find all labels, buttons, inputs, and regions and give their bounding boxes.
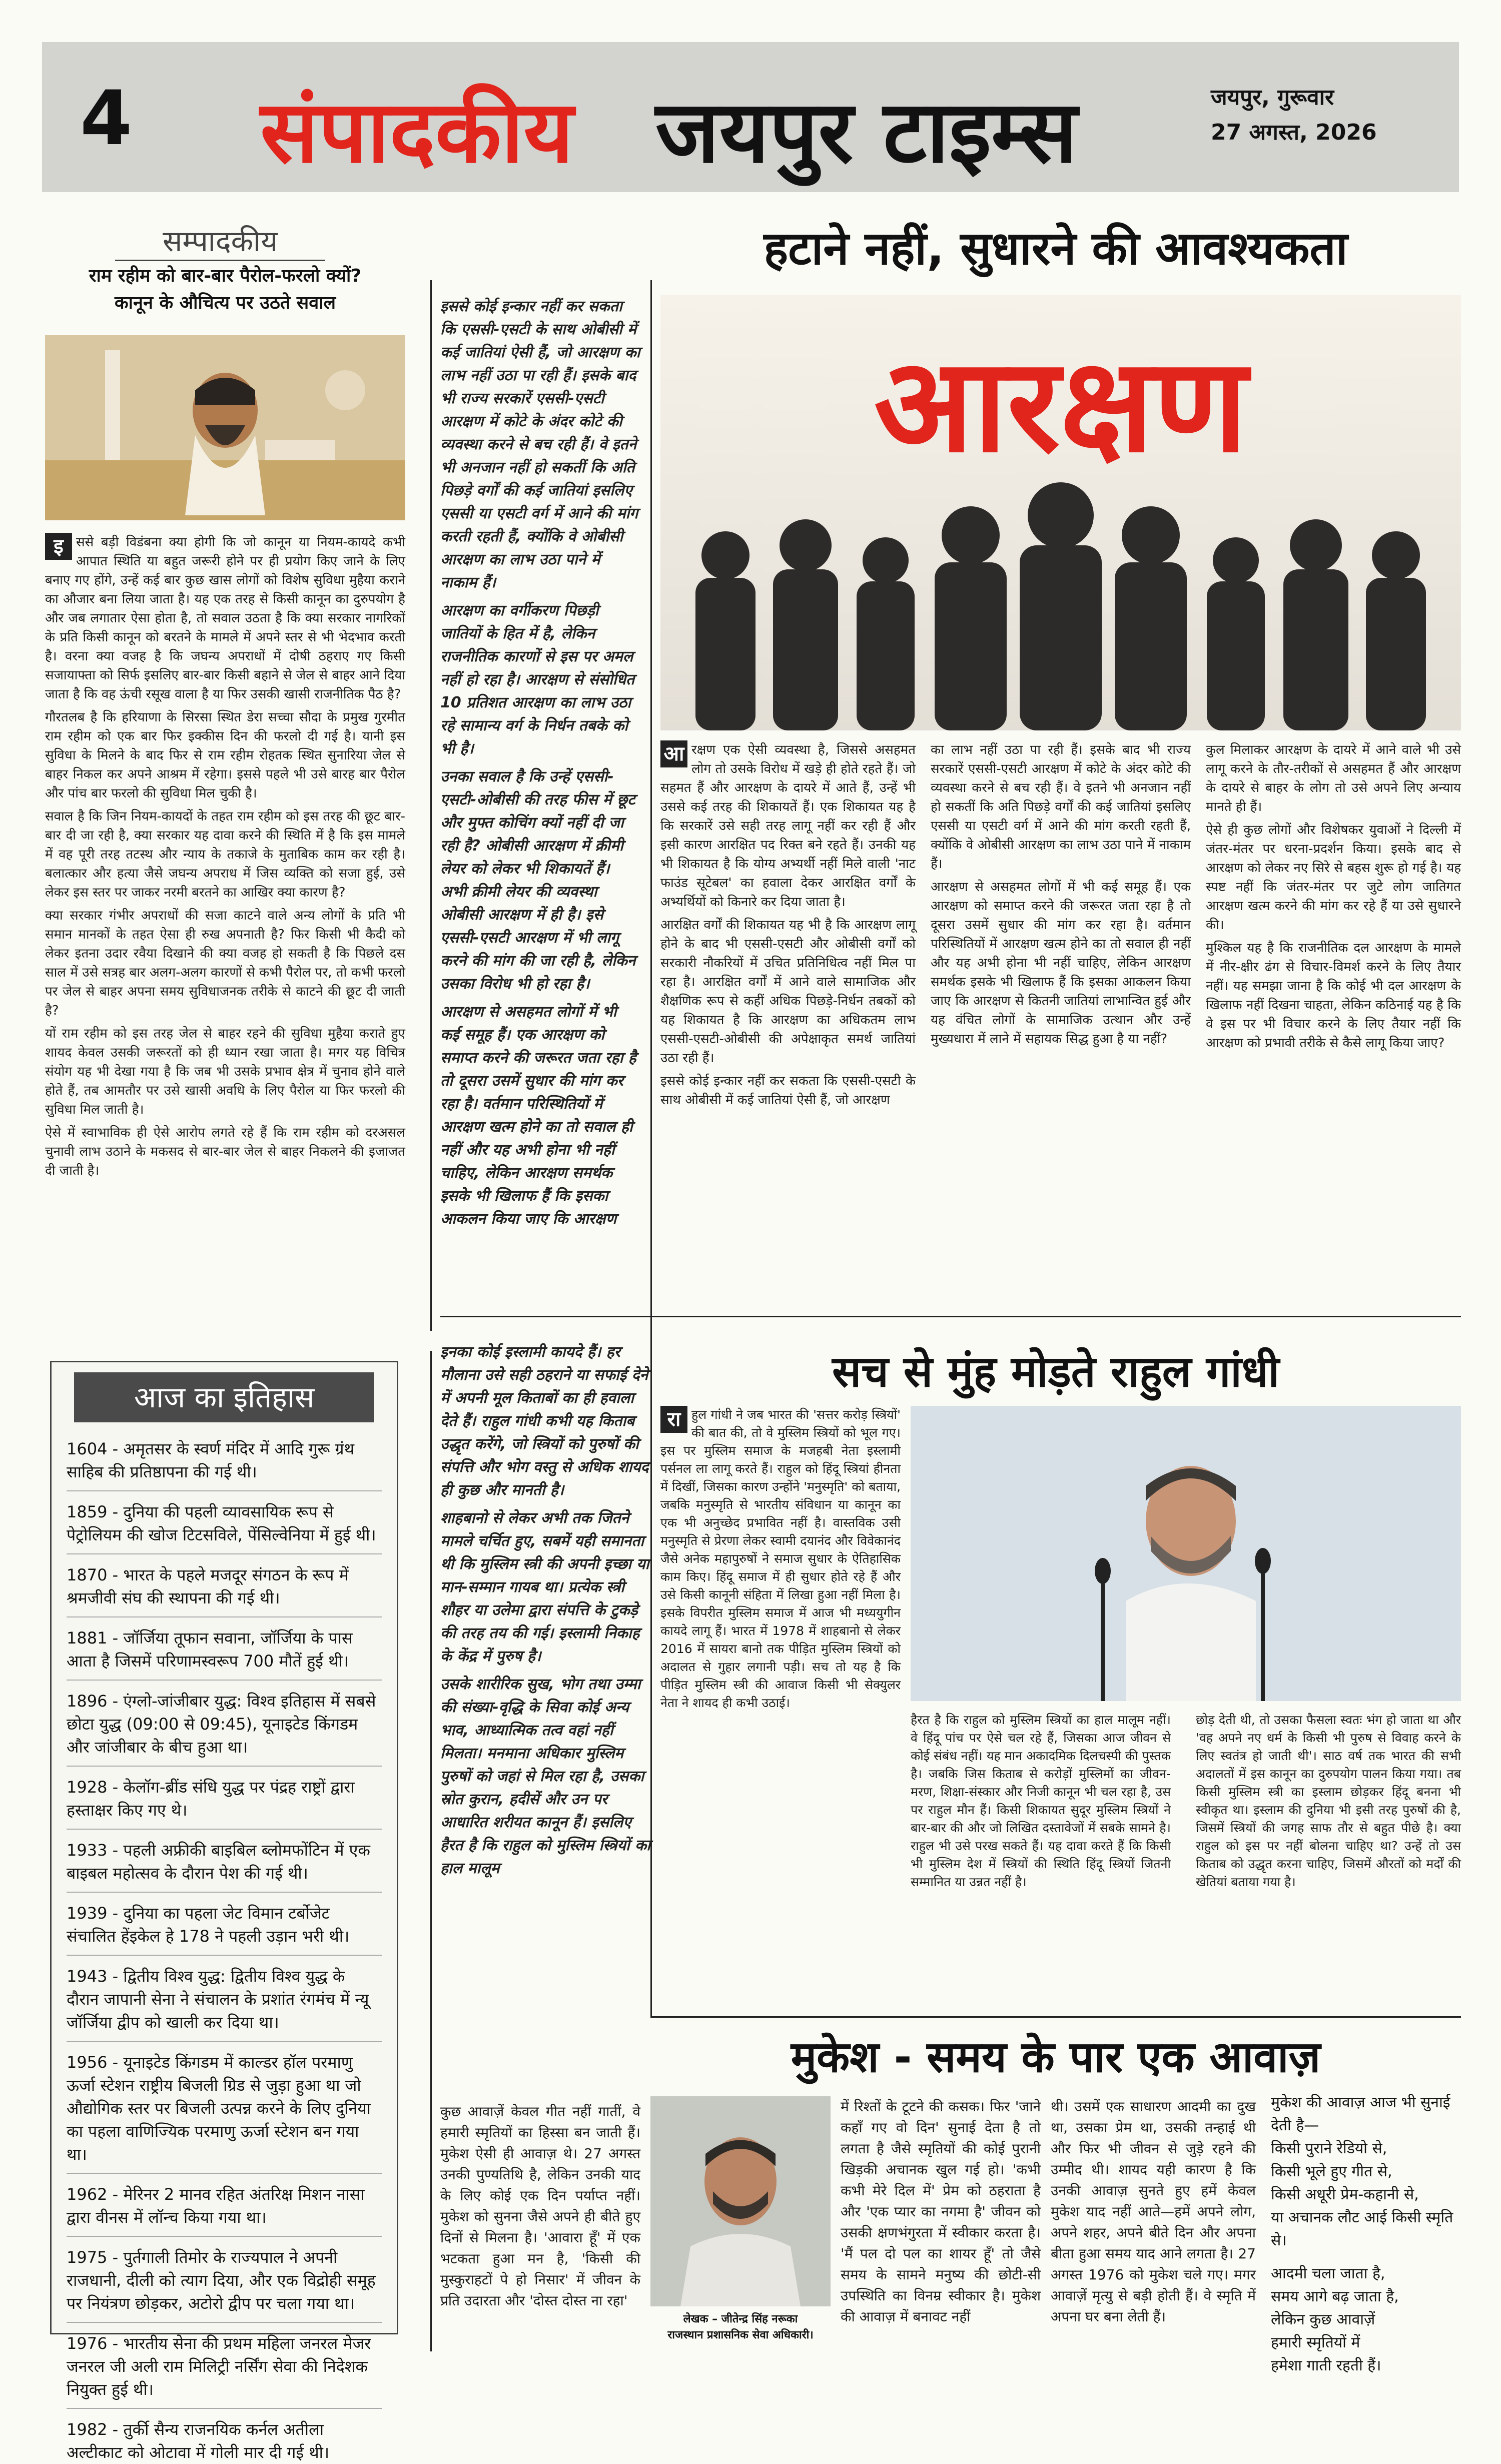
date: 27 अगस्त, 2026 <box>1211 120 1377 145</box>
history-item: 1956 - यूनाइटेड किंगडम में काल्डर हॉल परमाणु ऊर्जा स्टेशन राष्ट्रीय बिजली ग्रिड से जुड़ा हुआ था जो औद्योगिक स्तर पर बिजली उत्पन्न करने के लिए दुनिया का पहला वाणिज्यिक परमाणु ऊर्जा स्टेशन बन गया था। <box>67 2051 382 2174</box>
poem-line: आदमी चला जाता है, <box>1271 2265 1385 2282</box>
author-caption <box>650 2311 831 2343</box>
poem-line: मुकेश की आवाज़ आज भी सुनाई देती है— <box>1271 2094 1450 2134</box>
reservation-headline: हटाने नहीं, सुधारने की आवश्यकता <box>764 222 1348 275</box>
reservation-col2 <box>931 740 1191 1053</box>
mukesh-col1: कुछ आवाज़ें केवल गीत नहीं गातीं, वे हमारी स्मृतियों का हिस्सा बन जाती हैं। मुकेश ऐसी ही आवाज़ थे। 27 अगस्त उनकी पुण्यतिथि है, लेकिन उनकी याद के लिए कोई एक दिन पर्याप्त नहीं। मुकेश को सुनना जैसे अपने ही बीते हुए दिनों से मिलना है। 'आवारा हूँ' में एक भटकता हुआ मन है, 'किसी की मुस्कुराहटों पे हो निसार' में जीवन के प्रति उदारता और 'दोस्त दोस्त ना रहा' <box>440 2103 640 2309</box>
quote-para: आरक्षण का वर्गीकरण पिछड़ी जातियों के हित में है, लेकिन राजनीतिक कारणों से इस पर अमल नहीं हो रहा है। आरक्षण से संसोधित 10 प्रतिशत आरक्षण का लाभ उठा रहे सामान्य वर्ग के निर्धन तबके को भी है। <box>440 602 635 757</box>
column-divider <box>650 280 652 1331</box>
poem-line: हमेशा गाती रहती हैं। <box>1271 2357 1381 2374</box>
editorial-headline <box>45 263 405 317</box>
history-item: 1939 - दुनिया का पहला जेट विमान टर्बोजेट संचालित हेंइकेल हे 178 ने पहली उड़ान भरी थी। <box>67 1902 382 1956</box>
editorial-headline-line2: कानून के औचित्य पर उठते सवाल <box>115 293 336 313</box>
editorial-para: गौरतलब है कि हरियाणा के सिरसा स्थित डेरा सच्चा सौदा के प्रमुख गुरमीत राम रहीम को एक बार फिर इक्कीस दिन की फरलो दी गई है। यानी इस सुविधा के मिलने के बाद फिर से राम रहीम रोहतक स्थित सुनारिया जेल से बाहर निकल कर अपने आश्रम में रहेगा। इससे पहले भी उसे बारह बार पैरोल और पांच बार फरलो की सुविधा मिल चुकी है। <box>45 710 405 801</box>
mukesh-poem <box>1271 2091 1461 2377</box>
poem-line: किसी पुराने रेडियो से, <box>1271 2140 1387 2157</box>
quote-box-2 <box>440 1341 650 1885</box>
reservation-para: इससे कोई इन्कार नहीं कर सकता कि एससी-एसटी के साथ ओबीसी में कई जातियां ऐसी हैं, जो आरक्षण <box>660 1074 916 1108</box>
rahul-col1 <box>660 1406 901 1712</box>
rahul-col1-text: हुल गांधी ने जब भारत की 'सत्तर करोड़ स्त्रियों' की बात की, तो वे मुस्लिम स्त्रियों को भूल गए। इस पर मुस्लिम समाज के मजहबी नेता इस्लामी पर्सनल ला लागू करते हैं। राहुल को हिंदू स्त्रियां हीनता में दिखीं, जिसका कारण उन्होंने 'मनुस्मृति' को बताया, जबकि मनुस्मृति से भारतीय संविधान या कानून का एक भी अनुच्छेद प्रभावित नहीं है। वास्तविक उसी मनुस्मृति से प्रेरणा लेकर स्वामी दयानंद और विवेकानंद जैसे अनेक महापुरुषों ने समाज सुधार के ऐतिहासिक काम किए। हिंदू समाज में ही सुधार होते रहे हैं और उसे किसी कानूनी संहिता में लिखा हुआ नहीं मिला है। इसके विपरीत मुस्लिम समाज में आज भी मध्ययुगीन कायदे लागू हैं। भारत में 1978 में शाहबानो से लेकर 2016 में सायरा बानो तक पीड़ित मुस्लिम स्त्रियों को अदालत से गुहार लगानी पड़ी। सच तो यह है कि पीड़ित मुस्लिम स्त्री की आवाज किसी भी सेक्युलर नेता ने शायद ही कभी उठाई। <box>660 1407 901 1710</box>
editorial-para: ससे बड़ी विडंबना क्या होगी कि जो कानून या नियम-कायदे कभी आपात स्थिति या बहुत जरूरी होने पर ही प्रयोग किए जाने के लिए बनाए गए होंगे, उन्हें कई बार कुछ खास लोगों को विशेष सुविधा मुहैया कराने का औजार बना लिया जाता है। यह एक तरह से किसी कानून का दुरुपयोग है और जब लगातार ऐसा होता है, तो सवाल उठता है कि क्या सरकार नागरिकों के प्रति किसी कानून को बरतने के मामले में अपने स्तर से भी भेदभाव करती है। वरना क्या वजह है कि जघन्य अपराधों में दोषी ठहराए गए किसी सजायाफ्ता को सिर्फ इसलिए बार-बार किसी बहाने से जेल से बाहर आने दिया जाता है कि वह ऊंची रसूख वाला है या फिर उसकी खासी राजनीतिक पैठ है? <box>45 535 405 702</box>
rahul-dropcap: रा <box>660 1406 687 1433</box>
reservation-dropcap: आ <box>660 740 687 767</box>
history-item: 1928 - केलॉग-ब्रींड संधि युद्ध पर पंद्रह राष्ट्रों द्वारा हस्ताक्षर किए गए थे। <box>67 1776 382 1830</box>
poem-line: हमारी स्मृतियों में <box>1271 2334 1360 2351</box>
rahul-headline: सच से मुंह मोड़ते राहुल गांधी <box>832 1347 1279 1397</box>
history-item: 1975 - पुर्तगाली तिमोर के राज्यपाल ने अपनी राजधानी, दीली को त्याग दिया, और एक विद्रोही समूह पर नियंत्रण छोड़कर, अटोरो द्वीप पर चला गया था। <box>67 2246 382 2323</box>
editorial-body <box>45 533 405 1184</box>
masthead-title-red: संपादकीय <box>260 82 574 182</box>
column-divider <box>650 1331 652 2016</box>
section-divider <box>440 1316 1461 1317</box>
history-item: 1962 - मेरिनर 2 मानव रहित अंतरिक्ष मिशन नासा द्वारा वीनस में लॉन्च किया गया था। <box>67 2183 382 2237</box>
quote-para: इनका कोई इस्लामी कायदे हैं। हर मौलाना उसे सही ठहराने या सफाई देने में अपनी मूल किताबों का ही हवाला देते हैं। राहुल गांधी कभी यह किताब उद्धृत करेंगे, जो स्त्रियों को पुरुषों की संपत्ति और भोग वस्तु से अधिक शायद ही कुछ और मानती है। <box>440 1343 649 1499</box>
author-illustration <box>650 2096 831 2306</box>
history-item: 1943 - द्वितीय विश्व युद्ध: द्वितीय विश्व युद्ध के दौरान जापानी सेना ने संचालन के प्रशांत रंगमंच में न्यू जॉर्जिया द्वीप को खाली कर दिया था। <box>67 1965 382 2042</box>
rahul-col2: हैरत है कि राहुल को मुस्लिम स्त्रियों का हाल मालूम नहीं। वे हिंदू पांच पर ऐसे चल रहे हैं, जिसका आज जीवन से कोई संबंध नहीं। यह मान अकादमिक दिलचस्पी की पुस्तक है। जबकि जिस किताब से करोड़ों मुस्लिमों का जीवन-मरण, शिक्षा-संस्कार और निजी कानून भी चल रहा है, उस पर राहुल मौन हैं। किसी शिकायत सुदूर मुस्लिम स्त्रियों ने बार-बार की और जो लिखित दस्तावेजों में सबके सामने है। राहुल भी उसे परख सकते हैं। यह दावा करते हैं कि किसी भी मुस्लिम देश में स्त्रियों की स्थिति हिंदू स्त्रियों जितनी सम्मानित या उन्नत नहीं है। <box>911 1713 1171 1889</box>
editorial-headline-line1: राम रहीम को बार-बार पैरोल-फरलो क्यों? <box>89 266 362 286</box>
reservation-para: ऐसे ही कुछ लोगों और विशेषकर युवाओं ने दिल्ली में जंतर-मंतर पर धरना-प्रदर्शन किया। इसके बाद से आरक्षण को लेकर नए सिरे से बहस शुरू हो गई है। यह स्पष्ट नहीं कि जंतर-मंतर पर जुटे लोग जातिगत आरक्षण खत्म करने की मांग कर रहे हैं या उसे सुधारने की। <box>1206 823 1461 933</box>
poem-line: किसी अधूरी प्रेम-कहानी से, <box>1271 2186 1419 2203</box>
quote-box-1 <box>440 295 640 1236</box>
masthead-date <box>1211 80 1377 150</box>
reservation-para: आरक्षण से असहमत लोगों में भी कई समूह हैं। एक आरक्षण को समाप्त करने की जरूरत जता रहा है तो दूसरा उसमें सुधार की मांग कर रहा है। वर्तमान परिस्थितियों में आरक्षण खत्म होने का तो सवाल ही नहीं और यह अभी होना भी नहीं चाहिए, लेकिन आरक्षण समर्थक इसके भी खिलाफ हैं कि इसका आकलन किया जाए कि आरक्षण से कितनी जातियां लाभान्वित हुई और यह वंचित लोगों के सामाजिक उत्थान और उन्हें मुख्यधारा में लाने में सहायक सिद्ध हुआ है या नहीं? <box>931 880 1191 1047</box>
rahul-photo <box>911 1406 1461 1701</box>
mukesh-headline: मुकेश - समय के पार एक आवाज़ <box>791 2032 1321 2082</box>
history-item: 1604 - अमृतसर के स्वर्ण मंदिर में आदि गुरू ग्रंथ साहिब की प्रतिष्ठापना की गई थी। <box>67 1437 382 1491</box>
history-list <box>52 1437 397 2464</box>
editorial-label: सम्पादकीय <box>115 220 325 261</box>
mukesh-col3: थी। उसमें एक साधारण आदमी का दुख था, उसका प्रेम था, उसकी तन्हाई थी और फिर भी जीवन से जुड़े रहने की उम्मीद थी। शायद यही कारण है कि उनकी आवाज़ सुनते हुए हमें केवल मुकेश याद नहीं आते—हमें अपने लोग, अपने शहर, अपने बीते दिन और अपना बीता हुआ समय याद आने लगता है। 27 अगस्त 1976 को मुकेश चले गए। मगर आवाज़ें मृत्यु से बड़ी होती हैं। वे स्मृति में अपना घर बना लेती हैं। <box>1051 2098 1256 2325</box>
reservation-para: रक्षण एक ऐसी व्यवस्था है, जिससे असहमत लोग तो उसके विरोध में खड़े ही होते रहते हैं। जो सहमत हैं और आरक्षण के दायरे में आते हैं, उन्हें भी उससे कई तरह की शिकायतें हैं। एक शिकायत यह है कि सरकारें उसे सही तरह लागू नहीं कर रही हैं और इसी कारण आरक्षित पद रिक्त बने रहते हैं। उनकी यह भी शिकायत है कि योग्य अभ्यर्थी नहीं मिले वाली 'नाट फाउंड सूटेबल' का हवाला देकर आरक्षित वर्गों के अभ्यर्थियों को किनारे कर दिया जाता है। <box>660 742 916 910</box>
ram-rahim-illustration <box>45 335 405 520</box>
history-item: 1982 - तुर्की सैन्य राजनयिक कर्नल अतीला अल्टीकाट को ओटावा में गोली मार दी गई थी। <box>67 2420 330 2462</box>
history-item: 1859 - दुनिया की पहली व्यावसायिक रूप से पेट्रोलियम की खोज टिटसविले, पेंसिल्वेनिया में हुई थी। <box>67 1500 382 1554</box>
history-item: 1933 - पहली अफ्रीकी बाइबिल ब्लोमफोंटिन में एक बाइबल महोत्सव के दौरान पेश की गई थी। <box>67 1839 382 1893</box>
history-item: 1976 - भारतीय सेना की प्रथम महिला जनरल मेजर जनरल जी अली राम मिलिट्री नर्सिंग सेवा की निदेशक नियुक्त हुई थी। <box>67 2332 382 2409</box>
quote-para: उनका सवाल है कि उन्हें एससी-एसटी-ओबीसी की तरह फीस में छूट और मुफ्त कोचिंग क्यों नहीं दी जा रही है? ओबीसी आरक्षण में क्रीमी लेयर को लेकर भी शिकायतें हैं। अभी क्रीमी लेयर की व्यवस्था ओबीसी आरक्षण में ही है। इसे एससी-एसटी आरक्षण में भी लागू करने की मांग की जा रही है, लेकिन उसका विरोध भी हो रहा है। <box>440 768 636 993</box>
column-divider <box>430 1351 432 2351</box>
column-divider <box>430 280 432 1331</box>
poem-line: समय आगे बढ़ जाता है, <box>1271 2288 1399 2305</box>
history-title: आज का इतिहास <box>74 1372 374 1422</box>
quote-para: शाहबानो से लेकर अभी तक जितने मामले चर्चित हुए, सबमें यही समानता थी कि मुस्लिम स्त्री की अपनी इच्छा या मान-सम्मान गायब था। प्रत्येक स्त्री शौहर या उलेमा द्वारा संपत्ति के टुकड़े की तरह तय की गई। इस्लामी निकाह के केंद्र में पुरुष है। <box>440 1509 649 1665</box>
reservation-para: मुश्किल यह है कि राजनीतिक दल आरक्षण के मामले में नीर-क्षीर ढंग से विचार-विमर्श करने के लिए तैयार नहीं। यह समझा जाना है कि कोई भी दल आरक्षण के खिलाफ नहीं दिखना चाहता, लेकिन कठिनाई यह है कि वे इस पर भी विचार करने के लिए तैयार नहीं कि आरक्षण को प्रभावी तरीके से कैसे लागू किया जाए? <box>1206 941 1461 1051</box>
author-photo <box>650 2096 831 2306</box>
masthead-title-black: जयपुर टाइम्स <box>655 82 1078 182</box>
history-item: 1870 - भारत के पहले मजदूर संगठन के रूप में श्रमजीवी संघ की स्थापना की गई थी। <box>67 1563 382 1617</box>
reservation-image-word: आरक्षण <box>874 330 1248 481</box>
author-designation: राजस्थान प्रशासनिक सेवा अधिकारी। <box>667 2329 814 2341</box>
poem-line: या अचानक लौट आई किसी स्मृति से। <box>1271 2209 1453 2249</box>
section-divider <box>650 2016 1461 2018</box>
author-name: लेखक – जीतेन्द्र सिंह नरूका <box>683 2313 798 2325</box>
quote-para: उसके शारीरिक सुख, भोग तथा उम्मा की संख्या-वृद्धि के सिवा कोई अन्य भाव, आध्यात्मिक तत्व वहां नहीं मिलता। मनमाना अधिकार मुस्लिम पुरुषों को जहां से मिल रहा है, उसका स्रोत कुरान, हदीसें और उन पर आधारित शरीयत कानून हैं। इसलिए हैरत है कि राहुल को मुस्लिम स्त्रियों का हाल मालूम <box>440 1676 650 1877</box>
mukesh-col2: में रिश्तों के टूटने की कसक। फिर 'जाने कहाँ गए वो दिन' सुनाई देता है तो लगता है जैसे स्मृतियों की कोई पुरानी खिड़की अचानक खुल गई हो। 'कभी कभी मेरे दिल में' प्रेम को ठहराता है और 'एक प्यार का नगमा है' जीवन को उसकी क्षणभंगुरता में स्वीकार करता है। 'मैं पल दो पल का शायर हूँ' तो जैसे समय के सामने मनुष्य की छोटी-सी उपस्थिति का विनम्र स्वीकार है। मुकेश की आवाज़ में बनावट नहीं <box>841 2098 1041 2325</box>
page-number: 4 <box>80 75 133 162</box>
history-item: 1881 - जॉर्जिया तूफान सवाना, जॉर्जिया के पास आता है जिसमें परिणामस्वरूप 700 मौतें हुई थी। <box>67 1626 382 1681</box>
reservation-image <box>660 295 1461 730</box>
history-item: 1896 - एंग्लो-जांजीबार युद्ध: विश्व इतिहास में सबसे छोटा युद्ध (09:00 से 09:45), यूनाइटेड किंगडम और जांजीबार के बीच हुआ था। <box>67 1690 382 1767</box>
editorial-dropcap: इ <box>45 533 72 560</box>
quote-para: आरक्षण से असहमत लोगों में भी कई समूह हैं। एक आरक्षण को समाप्त करने की जरूरत जता रहा है तो दूसरा उसमें सुधार की मांग कर रहा है। वर्तमान परिस्थितियों में आरक्षण खत्म होने का तो सवाल ही नहीं और यह अभी होना भी नहीं चाहिए, लेकिन आरक्षण समर्थक इसके भी खिलाफ हैं कि इसका आकलन किया जाए कि आरक्षण <box>440 1003 636 1228</box>
reservation-para: आरक्षित वर्गों की शिकायत यह भी है कि आरक्षण लागू होने के बाद भी एससी-एसटी और ओबीसी वर्गों को सरकारी नौकरियों में उचित प्रतिनिधित्व नहीं मिल पा रहा है। आरक्षित वर्गों में आने वाले सामाजिक और शैक्षणिक रूप से कहीं अधिक पिछड़े-निर्धन तबकों को यह शिकायत है कि आरक्षण का अधिकतम लाभ एससी-एसटी-ओबीसी की अपेक्षाकृत समर्थ जातियां उठा रही हैं। <box>660 918 916 1066</box>
editorial-para: सवाल है कि जिन नियम-कायदों के तहत राम रहीम को इस तरह की छूट बार-बार दी जा रही है, क्या सरकार यह दावा करने की स्थिति में है कि इस मामले में वह पूरी तरह तटस्थ और न्याय के तकाजे के मुताबिक काम कर रही है। बलात्कार और हत्या जैसे जघन्य अपराध में जिस व्यक्ति को सजा हुई, उसे लेकर इस स्तर पर जाकर नरमी बरतने का आखिर क्या कारण है? <box>45 809 405 900</box>
city-day: जयपुर, गुरूवार <box>1211 85 1334 110</box>
reservation-para: का लाभ नहीं उठा पा रही हैं। इसके बाद भी राज्य सरकारें एससी-एसटी आरक्षण में कोटे के अंदर कोटे की व्यवस्था करने से बच रही हैं। वे इतने भी अनजान नहीं हो सकतीं कि अति पिछड़े वर्गों की कई जातियां इसलिए एससी या एसटी वर्ग में आने की मांग करती रहती हैं, क्योंकि वे ओबीसी आरक्षण का लाभ उठा पाने में नाकाम हैं। <box>931 742 1191 872</box>
reservation-illustration <box>660 295 1461 730</box>
reservation-col3 <box>1206 740 1461 1057</box>
reservation-para: कुल मिलाकर आरक्षण के दायरे में आने वाले भी उसे लागू करने के तौर-तरीकों से असहमत हैं और आरक्षण के दायरे से बाहर के लोग तो उसे अपने लिए अन्याय मानते ही हैं। <box>1206 742 1461 814</box>
editorial-para: क्या सरकार गंभीर अपराधों की सजा काटने वाले अन्य लोगों के प्रति भी समान मानकों के तहत ऐसा ही रुख अपनाती है? फिर किसी भी कैदी को लेकर इतना उदार रवैया दिखाने की क्या वजह हो सकती है कि पिछले दस साल में उसे सत्रह बार अलग-अलग कारणों से कभी पैरोल पर, तो कभी फरलो पर जेल से बाहर अपना समय सुविधाजनक तरीके से काटने की छूट दी जाती है? <box>45 908 405 1018</box>
poem-line: किसी भूले हुए गीत से, <box>1271 2163 1392 2180</box>
ram-rahim-photo <box>45 335 405 520</box>
reservation-col1 <box>660 740 916 1114</box>
rahul-col3: छोड़ देती थी, तो उसका फैसला स्वतः भंग हो जाता था और 'वह अपने नए धर्म के किसी भी पुरुष से विवाह करने के लिए स्वतंत्र हो जाती थी'। साठ वर्ष तक भारत की सभी अदालतों में इस कानून का दुरुपयोग पालन किया गया। तब किसी मुस्लिम स्त्री का इस्लाम छोड़कर हिंदू बनना भी स्वीकृत था। इस्लाम की दुनिया भी इसी तरह पुरुषों की है, जिसमें स्त्रियों की जगह साफ तौर से बहुत पीछे है। क्या राहुल को इस पर नहीं बोलना चाहिए था? उन्हें तो उस किताब को उद्धृत करना चाहिए, जिसमें औरतों को मर्दों की खेतियां बताया गया है। <box>1196 1713 1461 1889</box>
editorial-para: ऐसे में स्वाभाविक ही ऐसे आरोप लगते रहे हैं कि राम रहीम को दरअसल चुनावी लाभ उठाने के मकसद से बार-बार जेल से बाहर निकलने की इजाजत दी जाती है। <box>45 1125 405 1178</box>
editorial-para: यों राम रहीम को इस तरह जेल से बाहर रहने की सुविधा मुहैया कराते हुए शायद केवल उसकी जरूरतों को ही ध्यान रखा जाता है। मगर यह विचित्र संयोग यह भी देखा गया है कि जब भी उसके प्रभाव क्षेत्र में चुनाव होने वाले होते हैं, तब आमतौर पर उसे खासी अवधि के लिए पैरोल या फिर फरलो की सुविधा मिल जाती है। <box>45 1026 405 1117</box>
poem-line: लेकिन कुछ आवाज़ें <box>1271 2311 1375 2328</box>
history-box <box>50 1361 398 2462</box>
quote-para: इससे कोई इन्कार नहीं कर सकता कि एससी-एसटी के साथ ओबीसी में कई जातियां ऐसी हैं, जो आरक्षण का लाभ नहीं उठा पा रही हैं। इसके बाद भी राज्य सरकारें एससी-एसटी आरक्षण में कोटे के अंदर कोटे की व्यवस्था करने से बच रही हैं। वे इतने भी अनजान नहीं हो सकतीं कि अति पिछड़े वर्गों की कई जातियां इसलिए एससी या एसटी वर्ग में आने की मांग करती रहती हैं, क्योंकि वे ओबीसी आरक्षण का लाभ उठा पाने में नाकाम हैं। <box>440 298 640 591</box>
rahul-illustration <box>911 1406 1461 1701</box>
